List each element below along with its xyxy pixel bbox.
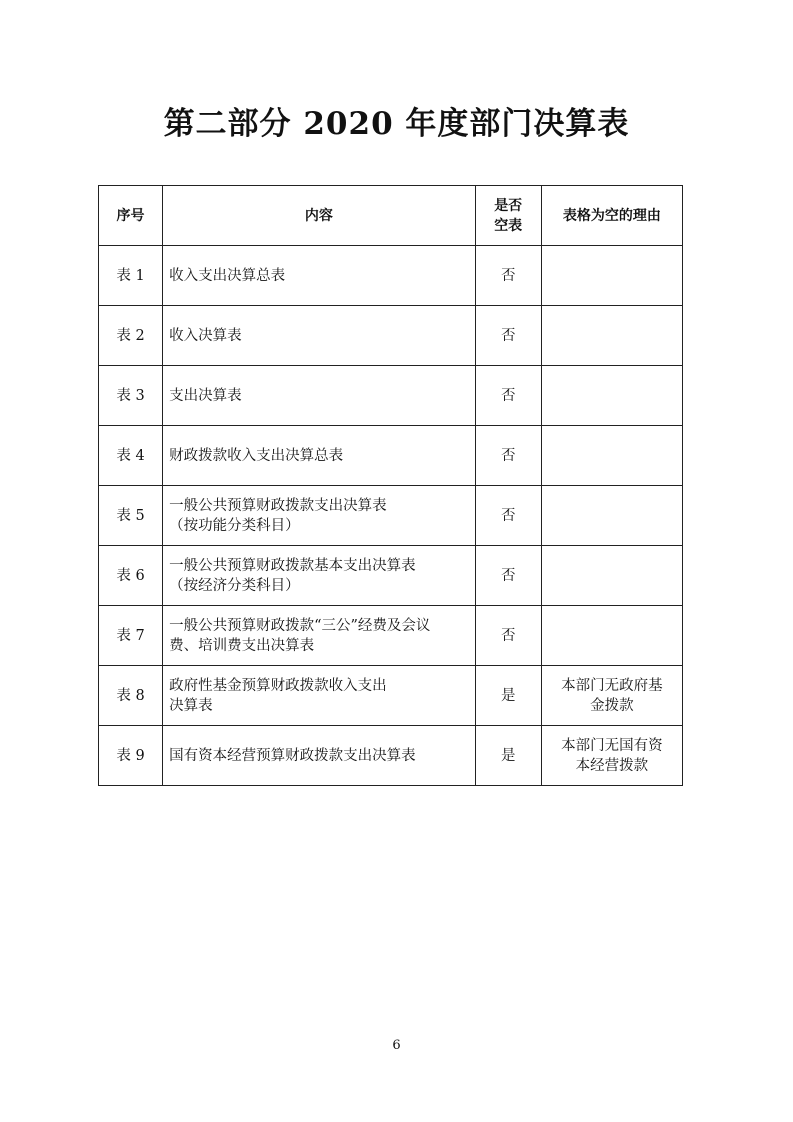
table-row xyxy=(99,546,683,606)
budget-tables-table xyxy=(98,185,683,786)
table-row xyxy=(99,666,683,726)
row-reason-line: 本部门无国有资 xyxy=(561,737,663,754)
row-reason xyxy=(541,546,682,606)
row-content xyxy=(163,366,476,426)
table-row xyxy=(99,486,683,546)
row-seq: 表 3 xyxy=(99,366,163,426)
header-is-empty-line1: 是否 xyxy=(494,197,523,214)
row-is-empty: 否 xyxy=(475,306,541,366)
row-is-empty: 否 xyxy=(475,366,541,426)
row-is-empty: 是 xyxy=(475,726,541,786)
table-row xyxy=(99,306,683,366)
row-reason xyxy=(541,666,682,726)
row-content xyxy=(163,546,476,606)
header-is-empty xyxy=(475,186,541,246)
row-content xyxy=(163,306,476,366)
row-content-line: 一般公共预算财政拨款“三公”经费及会议 xyxy=(169,617,431,634)
row-reason xyxy=(541,606,682,666)
row-is-empty: 否 xyxy=(475,426,541,486)
row-content-line: 决算表 xyxy=(169,697,213,714)
row-content-line: 费、培训费支出决算表 xyxy=(169,637,315,654)
page-title: 第二部分 2020 年度部门决算表 xyxy=(163,106,630,142)
header-is-empty-line2: 空表 xyxy=(494,217,523,234)
row-reason-line: 本部门无政府基 xyxy=(561,677,663,694)
row-content xyxy=(163,666,476,726)
page-number: 6 xyxy=(392,1038,401,1053)
row-content xyxy=(163,486,476,546)
row-content-line: 收入支出决算总表 xyxy=(169,267,286,284)
row-content xyxy=(163,426,476,486)
row-reason xyxy=(541,726,682,786)
row-is-empty: 否 xyxy=(475,546,541,606)
table-row xyxy=(99,366,683,426)
row-seq: 表 1 xyxy=(99,246,163,306)
header-content: 内容 xyxy=(163,186,476,246)
row-content xyxy=(163,606,476,666)
row-content-line: 财政拨款收入支出决算总表 xyxy=(169,447,344,464)
row-content-line: 一般公共预算财政拨款基本支出决算表 xyxy=(169,557,416,574)
row-seq: 表 8 xyxy=(99,666,163,726)
row-is-empty: 否 xyxy=(475,486,541,546)
row-content-line: （按经济分类科目） xyxy=(169,577,300,594)
row-content-line: 收入决算表 xyxy=(169,327,242,344)
row-seq: 表 7 xyxy=(99,606,163,666)
row-reason xyxy=(541,426,682,486)
table-body xyxy=(99,246,683,786)
row-seq: 表 6 xyxy=(99,546,163,606)
row-seq: 表 9 xyxy=(99,726,163,786)
table-row xyxy=(99,606,683,666)
table-row xyxy=(99,726,683,786)
table-row xyxy=(99,246,683,306)
row-content-line: 政府性基金预算财政拨款收入支出 xyxy=(169,677,387,694)
header-seq: 序号 xyxy=(99,186,163,246)
row-is-empty: 否 xyxy=(475,246,541,306)
row-reason xyxy=(541,306,682,366)
row-content-line: 国有资本经营预算财政拨款支出决算表 xyxy=(169,747,416,764)
header-reason: 表格为空的理由 xyxy=(541,186,682,246)
row-reason-line: 本经营拨款 xyxy=(575,757,649,774)
row-content xyxy=(163,726,476,786)
table-row xyxy=(99,426,683,486)
row-seq: 表 4 xyxy=(99,426,163,486)
row-reason-line: 金拨款 xyxy=(590,697,634,714)
row-seq: 表 5 xyxy=(99,486,163,546)
table-header-row xyxy=(99,186,683,246)
row-reason xyxy=(541,366,682,426)
row-content-line: （按功能分类科目） xyxy=(169,517,300,534)
row-is-empty: 否 xyxy=(475,606,541,666)
row-content-line: 支出决算表 xyxy=(169,387,242,404)
row-content xyxy=(163,246,476,306)
row-reason xyxy=(541,246,682,306)
row-reason xyxy=(541,486,682,546)
row-content-line: 一般公共预算财政拨款支出决算表 xyxy=(169,497,387,514)
row-seq: 表 2 xyxy=(99,306,163,366)
row-is-empty: 是 xyxy=(475,666,541,726)
